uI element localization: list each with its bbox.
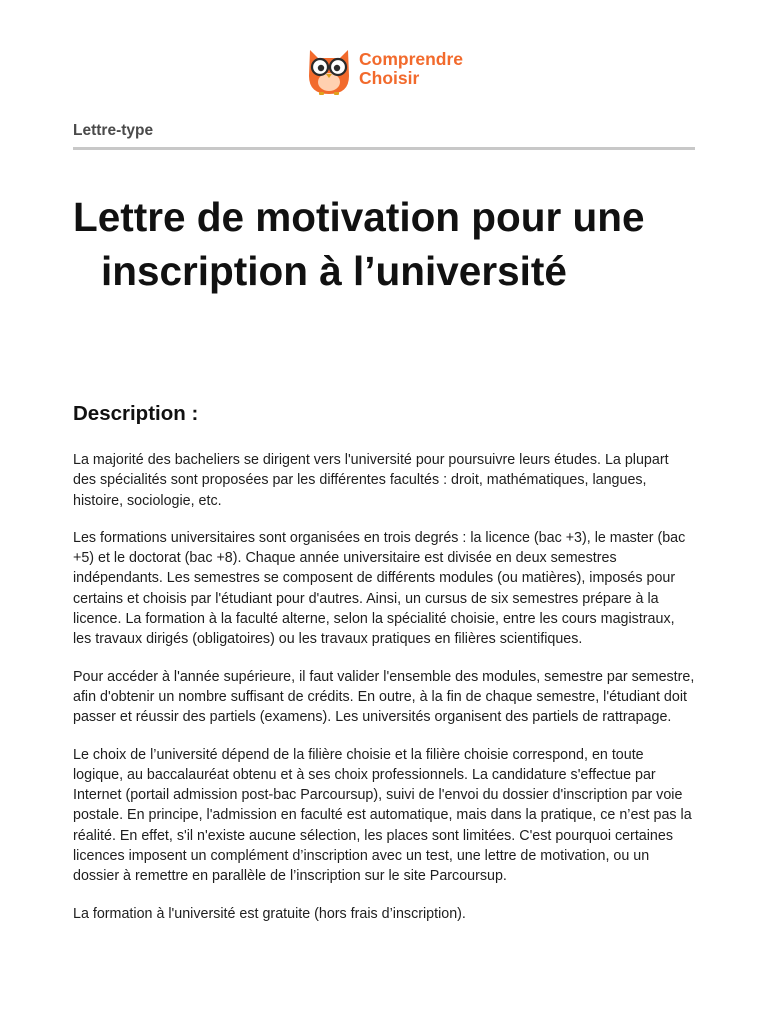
brand-name-line1: Comprendre — [359, 49, 464, 69]
paragraph: La formation à l'université est gratuite (hors frais d’inscription). — [73, 905, 466, 922]
section-heading: Description : — [73, 402, 199, 425]
description-body — [73, 450, 695, 941]
divider — [73, 147, 695, 150]
brand-name — [359, 50, 463, 88]
brand-logo — [302, 42, 463, 96]
paragraph: Le choix de l’université dépend de la filière choisie et la filière choisie correspond, en toute logique, au baccalauréat obtenu et à ses choix professionnels. La candidature s'effectue par Internet (portail admission post-bac Parcoursup), suivi de l'envoi du dossier d'inscription par voie postale. En principe, l'admission en faculté est automatique, mais dans la pratique, ce n’est pas la réalité. En effet, s'il n'existe aucune sélection, les places sont limitées. C'est pourquoi certaines licences imposent un complément d’inscription avec un test, une lettre de motivation, ou un dossier à remettre en parallèle de l’inscription sur le site Parcoursup. — [73, 746, 692, 885]
paragraph: Les formations universitaires sont organisées en trois degrés : la licence (bac +3), le master (bac +5) et le doctorat (bac +8). Chaque année universitaire est divisée en deux semestres indépendants. Les semestres se composent de différents modules (ou matières), imposés pour certains et choisis par l'étudiant pour d'autres. Ainsi, un cursus de six semestres prépare à la licence. La formation à la faculté alterne, selon la spécialité choisie, entre les cours magistraux, les travaux dirigés (obligatoires) ou les travaux pratiques en filières scientifiques. — [73, 529, 686, 648]
brand-name-line2: Choisir — [359, 68, 420, 88]
paragraph: Pour accéder à l'année supérieure, il faut valider l'ensemble des modules, semestre par semestre, afin d'obtenir un nombre suffisant de crédits. En outre, à la fin de chaque semestre, l'étudiant doit passer et réussir des partiels (examens). Les universités organisent des partiels de rattrapage. — [73, 668, 695, 726]
page-title: Lettre de motivation pour une inscription à l’université — [73, 194, 645, 294]
document-category: Lettre-type — [73, 122, 154, 139]
paragraph: La majorité des bacheliers se dirigent vers l'université pour poursuivre leurs études. La plupart des spécialités sont proposées par les différentes facultés : droit, mathématiques, langues, histoire, sociologie, etc. — [73, 452, 669, 509]
owl-icon — [302, 42, 356, 96]
